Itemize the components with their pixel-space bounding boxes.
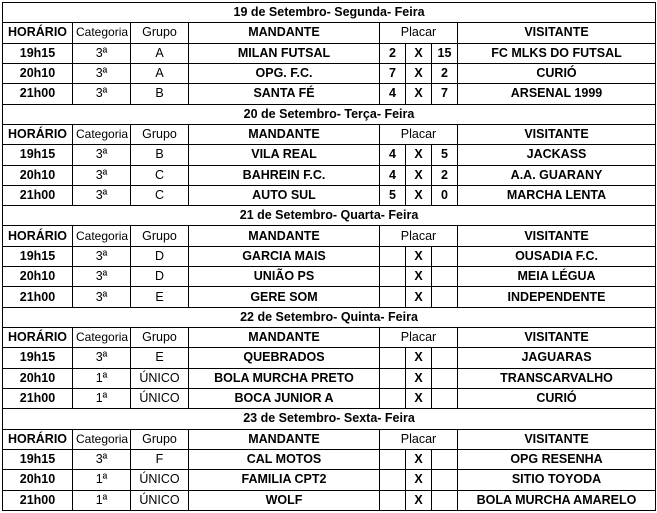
- score-separator: X: [406, 43, 432, 63]
- game-category: 3ª: [73, 165, 131, 185]
- day-title-row: [3, 3, 656, 23]
- schedule-body: [3, 3, 656, 511]
- game-group: D: [131, 246, 189, 266]
- away-team: JACKASS: [458, 145, 656, 165]
- day-title-row: [3, 206, 656, 226]
- away-team: A.A. GUARANY: [458, 165, 656, 185]
- game-group: D: [131, 267, 189, 287]
- header-horario: HORÁRIO: [3, 328, 73, 348]
- away-score: 2: [432, 165, 458, 185]
- game-row: [3, 470, 656, 490]
- game-row: [3, 490, 656, 511]
- game-category: 1ª: [73, 388, 131, 408]
- column-header-row: [3, 23, 656, 43]
- game-row: [3, 84, 656, 104]
- away-score: [432, 287, 458, 307]
- header-visitante: VISITANTE: [458, 23, 656, 43]
- game-time: 20h10: [3, 470, 73, 490]
- home-score: [380, 348, 406, 368]
- away-score: [432, 267, 458, 287]
- away-team: JAGUARAS: [458, 348, 656, 368]
- game-category: 3ª: [73, 449, 131, 469]
- away-team: MEIA LÉGUA: [458, 267, 656, 287]
- game-group: C: [131, 165, 189, 185]
- game-time: 20h10: [3, 368, 73, 388]
- home-score: [380, 388, 406, 408]
- game-time: 20h10: [3, 267, 73, 287]
- column-header-row: [3, 124, 656, 144]
- header-mandante: MANDANTE: [189, 124, 380, 144]
- home-team: OPG. F.C.: [189, 63, 380, 83]
- game-group: ÚNICO: [131, 490, 189, 511]
- game-time: 21h00: [3, 287, 73, 307]
- away-score: 2: [432, 63, 458, 83]
- header-visitante: VISITANTE: [458, 226, 656, 246]
- game-time: 20h10: [3, 165, 73, 185]
- game-row: [3, 368, 656, 388]
- away-score: 15: [432, 43, 458, 63]
- game-group: C: [131, 185, 189, 205]
- score-separator: X: [406, 246, 432, 266]
- away-score: [432, 449, 458, 469]
- home-score: 7: [380, 63, 406, 83]
- score-separator: X: [406, 165, 432, 185]
- away-score: [432, 246, 458, 266]
- game-time: 21h00: [3, 84, 73, 104]
- home-team: SANTA FÉ: [189, 84, 380, 104]
- column-header-row: [3, 328, 656, 348]
- game-time: 20h10: [3, 63, 73, 83]
- game-time: 21h00: [3, 490, 73, 511]
- away-team: INDEPENDENTE: [458, 287, 656, 307]
- header-horario: HORÁRIO: [3, 429, 73, 449]
- game-row: [3, 165, 656, 185]
- score-separator: X: [406, 368, 432, 388]
- game-time: 19h15: [3, 449, 73, 469]
- home-score: 4: [380, 145, 406, 165]
- game-row: [3, 287, 656, 307]
- home-team: MILAN FUTSAL: [189, 43, 380, 63]
- game-time: 21h00: [3, 388, 73, 408]
- score-separator: X: [406, 388, 432, 408]
- game-row: [3, 185, 656, 205]
- game-time: 19h15: [3, 348, 73, 368]
- game-group: B: [131, 145, 189, 165]
- away-team: BOLA MURCHA AMARELO: [458, 490, 656, 511]
- away-score: [432, 388, 458, 408]
- home-team: CAL MOTOS: [189, 449, 380, 469]
- game-group: F: [131, 449, 189, 469]
- score-separator: X: [406, 348, 432, 368]
- away-team: MARCHA LENTA: [458, 185, 656, 205]
- game-category: 3ª: [73, 348, 131, 368]
- header-placar: Placar: [380, 124, 458, 144]
- away-score: 7: [432, 84, 458, 104]
- game-row: [3, 246, 656, 266]
- game-category: 3ª: [73, 185, 131, 205]
- away-score: [432, 490, 458, 511]
- away-team: FC MLKS DO FUTSAL: [458, 43, 656, 63]
- header-placar: Placar: [380, 23, 458, 43]
- game-category: 1ª: [73, 368, 131, 388]
- away-team: SITIO TOYODA: [458, 470, 656, 490]
- game-category: 3ª: [73, 84, 131, 104]
- game-category: 3ª: [73, 43, 131, 63]
- home-score: 4: [380, 84, 406, 104]
- game-time: 19h15: [3, 145, 73, 165]
- header-placar: Placar: [380, 226, 458, 246]
- game-row: [3, 348, 656, 368]
- day-title-row: [3, 307, 656, 327]
- header-categoria: Categoria: [73, 429, 131, 449]
- home-score: [380, 287, 406, 307]
- home-score: [380, 267, 406, 287]
- game-row: [3, 449, 656, 469]
- score-separator: X: [406, 449, 432, 469]
- game-row: [3, 145, 656, 165]
- game-category: 3ª: [73, 246, 131, 266]
- score-separator: X: [406, 470, 432, 490]
- game-category: 3ª: [73, 63, 131, 83]
- game-group: ÚNICO: [131, 470, 189, 490]
- header-categoria: Categoria: [73, 328, 131, 348]
- score-separator: X: [406, 84, 432, 104]
- home-team: UNIÃO PS: [189, 267, 380, 287]
- header-placar: Placar: [380, 328, 458, 348]
- home-score: [380, 449, 406, 469]
- home-team: BOLA MURCHA PRETO: [189, 368, 380, 388]
- header-grupo: Grupo: [131, 328, 189, 348]
- header-categoria: Categoria: [73, 23, 131, 43]
- day-title: 22 de Setembro- Quinta- Feira: [3, 307, 656, 327]
- away-team: ARSENAL 1999: [458, 84, 656, 104]
- away-score: [432, 470, 458, 490]
- game-group: ÚNICO: [131, 388, 189, 408]
- day-title-row: [3, 104, 656, 124]
- away-score: [432, 348, 458, 368]
- day-title: 19 de Setembro- Segunda- Feira: [3, 3, 656, 23]
- home-team: GERE SOM: [189, 287, 380, 307]
- game-row: [3, 388, 656, 408]
- column-header-row: [3, 226, 656, 246]
- header-categoria: Categoria: [73, 226, 131, 246]
- header-grupo: Grupo: [131, 23, 189, 43]
- away-team: CURIÓ: [458, 63, 656, 83]
- away-team: OUSADIA F.C.: [458, 246, 656, 266]
- game-time: 21h00: [3, 185, 73, 205]
- header-visitante: VISITANTE: [458, 328, 656, 348]
- game-category: 1ª: [73, 490, 131, 511]
- schedule-table: [2, 2, 656, 511]
- home-score: 2: [380, 43, 406, 63]
- header-mandante: MANDANTE: [189, 23, 380, 43]
- game-row: [3, 267, 656, 287]
- game-category: 3ª: [73, 267, 131, 287]
- game-group: A: [131, 43, 189, 63]
- header-grupo: Grupo: [131, 429, 189, 449]
- home-score: [380, 368, 406, 388]
- home-score: [380, 490, 406, 511]
- header-grupo: Grupo: [131, 226, 189, 246]
- game-group: E: [131, 348, 189, 368]
- home-score: [380, 246, 406, 266]
- column-header-row: [3, 429, 656, 449]
- game-group: A: [131, 63, 189, 83]
- game-group: E: [131, 287, 189, 307]
- header-visitante: VISITANTE: [458, 124, 656, 144]
- score-separator: X: [406, 63, 432, 83]
- day-title: 21 de Setembro- Quarta- Feira: [3, 206, 656, 226]
- header-mandante: MANDANTE: [189, 429, 380, 449]
- home-team: FAMILIA CPT2: [189, 470, 380, 490]
- away-score: 5: [432, 145, 458, 165]
- home-team: BAHREIN F.C.: [189, 165, 380, 185]
- home-score: [380, 470, 406, 490]
- away-team: OPG RESENHA: [458, 449, 656, 469]
- header-categoria: Categoria: [73, 124, 131, 144]
- game-group: ÚNICO: [131, 368, 189, 388]
- header-visitante: VISITANTE: [458, 429, 656, 449]
- home-team: WOLF: [189, 490, 380, 511]
- home-team: QUEBRADOS: [189, 348, 380, 368]
- header-horario: HORÁRIO: [3, 226, 73, 246]
- game-group: B: [131, 84, 189, 104]
- score-separator: X: [406, 490, 432, 511]
- home-team: BOCA JUNIOR A: [189, 388, 380, 408]
- home-score: 4: [380, 165, 406, 185]
- header-mandante: MANDANTE: [189, 226, 380, 246]
- away-score: 0: [432, 185, 458, 205]
- score-separator: X: [406, 185, 432, 205]
- header-placar: Placar: [380, 429, 458, 449]
- away-team: TRANSCARVALHO: [458, 368, 656, 388]
- game-time: 19h15: [3, 43, 73, 63]
- home-score: 5: [380, 185, 406, 205]
- game-category: 1ª: [73, 470, 131, 490]
- score-separator: X: [406, 267, 432, 287]
- day-title: 20 de Setembro- Terça- Feira: [3, 104, 656, 124]
- away-score: [432, 368, 458, 388]
- home-team: AUTO SUL: [189, 185, 380, 205]
- away-team: CURIÓ: [458, 388, 656, 408]
- game-time: 19h15: [3, 246, 73, 266]
- day-title-row: [3, 409, 656, 429]
- game-row: [3, 43, 656, 63]
- header-mandante: MANDANTE: [189, 328, 380, 348]
- game-row: [3, 63, 656, 83]
- header-horario: HORÁRIO: [3, 23, 73, 43]
- score-separator: X: [406, 145, 432, 165]
- score-separator: X: [406, 287, 432, 307]
- game-category: 3ª: [73, 287, 131, 307]
- home-team: VILA REAL: [189, 145, 380, 165]
- day-title: 23 de Setembro- Sexta- Feira: [3, 409, 656, 429]
- home-team: GARCIA MAIS: [189, 246, 380, 266]
- header-horario: HORÁRIO: [3, 124, 73, 144]
- header-grupo: Grupo: [131, 124, 189, 144]
- game-category: 3ª: [73, 145, 131, 165]
